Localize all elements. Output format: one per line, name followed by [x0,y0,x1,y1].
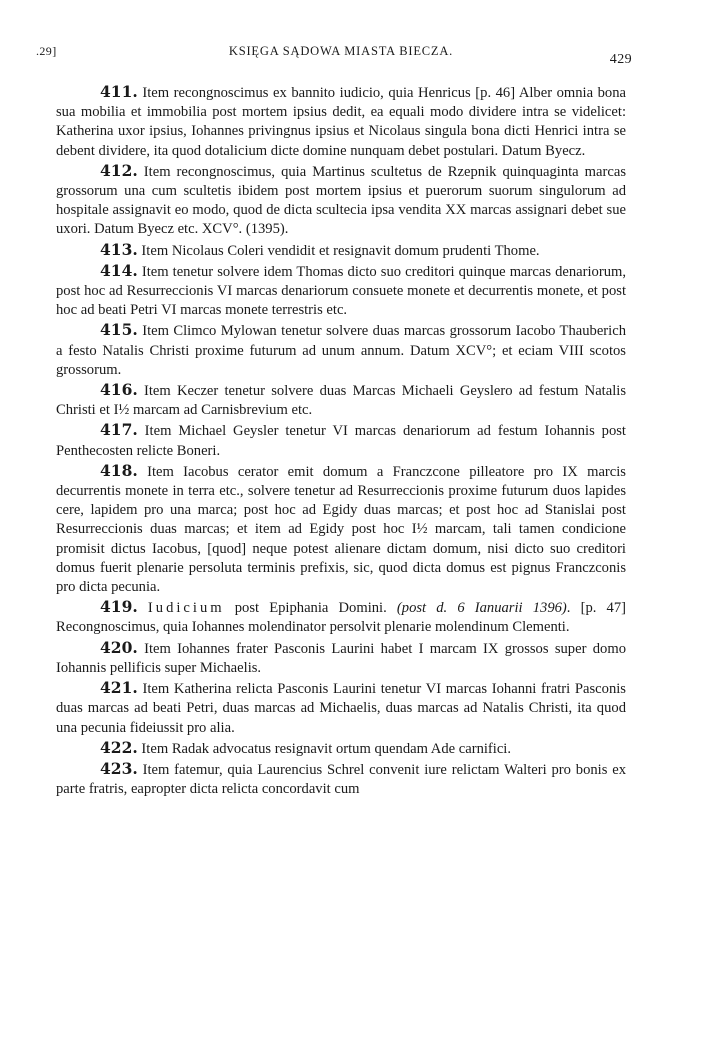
entry-text: Item recongnoscimus, quia Martinus scultetus de Rzepnik quinquaginta marcas grossorum una cum scultetis ibidem post mortem ipsius et puerorum suorum singulorum ad hospitale assignavit eo modo, quod de dicta scultecia ipsa vendita XX marcas assignari debet sue uxori. Datum Byecz etc. XCV°. (1395). [56,163,626,238]
entry-text: Item tenetur solvere idem Thomas dicto suo creditori quinque marcas denariorum, post hoc ad Resurreccionis VI marcas denariorum consuete monete et decurrentis monete, et post hoc ad beati Petri VI marcas monete terrestris etc. [56,263,626,319]
entry-416 [56,380,626,420]
entry-number: 416. [100,380,138,400]
entry-text: Item Climco Mylowan tenetur solvere duas marcas grossorum Iacobo Thauberich a festo Natalis Christi proxime futurum ad unum annum. Datum XCV°; et eciam VIII scotos grossorum. [56,323,626,378]
entry-413 [56,240,626,261]
entry-number: 411. [100,82,138,101]
entry-text: Item recongnoscimus ex bannito iudicio, quia Henricus [p. 46] Alber omnia bona sua mobilia et immobilia post mortem ipsius dedit, ea equali modo dividere intra se videlicet: Katherina uxor ipsius, Iohannes privingnus ipsius et Nicolaus singula bona dicti Henrici intra se debent dividere, ita quod dotalicium dicte domine nunquam debet postulari. Datum Byecz. [56,85,627,159]
entry-412 [56,161,626,240]
entry-423 [56,759,626,799]
entry-text: Item Katherina relicta Pasconis Laurini tenetur VI marcas Iohanni fratri Pasconis duas marcas ad beati Petri, duas marcas ad Michaelis, duas marcas ad Natalis Christi, ita quod una pecunia fideiussit pro alia. [56,681,626,736]
entry-414 [56,261,626,321]
page [36,38,632,799]
entry-number: 418. [100,460,138,480]
document-body [56,82,626,799]
entry-text: Item Michael Geysler tenetur VI marcas denariorum ad festum Iohannis post Penthecosten relicte Boneri. [56,423,626,459]
page-reference: [p. 47] [580,600,626,617]
running-head-title: KSIĘGA SĄDOWA MIASTA BIECZA. [228,44,454,58]
entry-text: Item Nicolaus Coleri vendidit et resignavit domum prudenti Thome. [141,242,540,259]
entry-number: 422. [100,737,138,757]
entry-number: 413. [100,239,138,259]
entry-text: . [566,600,581,617]
entry-text: Item Iohannes frater Pasconis Laurini habet I marcam IX grossos super domo Iohannis pellificis super Michaelis. [56,640,626,676]
entry-date-note: (post d. 6 Ianuarii 1396) [396,600,567,617]
running-head-left: .29] [36,44,57,58]
entry-415 [56,320,626,380]
entry-number: 423. [100,758,138,778]
entry-411 [56,82,626,161]
entry-421 [56,678,626,738]
entry-420 [56,638,626,678]
entry-number: 415. [100,320,138,340]
entry-text: Item Keczer tenetur solvere duas Marcas Michaeli Geyslero ad festum Natalis Christi et I½ marcam ad Carnisbrevium etc. [56,383,627,419]
entry-number: 412. [100,160,138,180]
entry-number: 414. [100,260,138,280]
entry-number: 419. [100,597,138,617]
entry-text: Recongnoscimus, quia Iohannes molendinator persolvit plenarie molendinum Clementi. [56,619,570,636]
entry-417 [56,420,626,460]
running-head [36,38,632,68]
entry-418 [56,461,626,597]
entry-422 [56,738,626,759]
page-number: 429 [609,52,632,67]
entry-number: 421. [100,678,138,698]
entry-spaced-heading: Iudicium [147,600,225,617]
entry-text: Item Iacobus cerator emit domum a Franczcone pilleatore pro IX marcis decurrentis monete in terra etc., solvere tenetur ad Resurreccionis proxime futurum duos lapides cere, lapidem pro una marca; post hoc ad Egidy duas marcas; et post hoc ad Stanislai post Resurreccionis duas marcas; et item ad Egidy post hoc I½ marcam, tali tamen condicione promisit dictus Iacobus, [quod] neque potest alienare dictam domum, nisi dicto suo creditori domus fuerit plenarie persoluta terminis prefixis, sic, quod dicta domus est pignus Franczconis pro dicta pecunia. [56,463,626,596]
entry-number: 417. [100,420,138,440]
entry-text: post Epiphania Domini. [224,600,397,617]
entry-text: Item Radak advocatus resignavit ortum quendam Ade carnifici. [141,740,512,757]
entry-number: 420. [100,637,138,657]
entry-text: Item fatemur, quia Laurencius Schrel convenit iure relictam Walteri pro bonis ex parte fratris, eapropter dicta relicta concordavit cum [56,761,626,798]
entry-419 [56,597,626,637]
